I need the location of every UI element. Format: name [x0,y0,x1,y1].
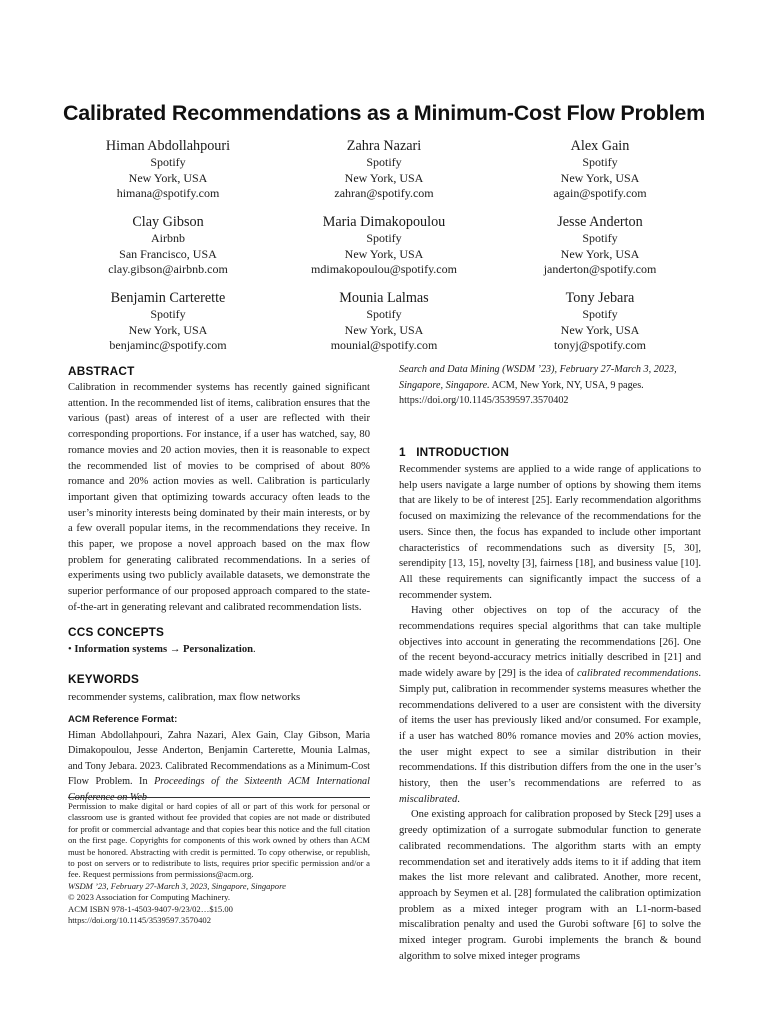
intro-paragraph-2 [399,603,701,807]
permission-notice [68,801,370,926]
author-email: himana@spotify.com [116,186,220,200]
abstract-heading: ABSTRACT [68,364,135,378]
intro-paragraph-3: One existing approach for calibration proposed by Steck [29] uses a greedy optimization of a surrogate submodular function to generate calibrated recommendations. The algorithm starts with an empty recommendation set and iteratively adds items to it if adding that item makes the list more relevant and calibrated. Another, more recent, approach by Seymen et al. [28] formulated the calibration optimization problem as a mixed integer program with an L1-norm-based miscalibration penalty and used the Gurobi software [6] to solve the mixed integer program. Gurobi implements the branch & bound algorithm to solve mixed integer programs [399,809,701,962]
acm-reference-tail: ACM, New York, NY, USA, 9 pages. https://doi.org/10.1145/3539597.3570402 [399,379,644,406]
author-affiliation: Spotify [366,231,402,245]
author-affiliation: Spotify [150,307,186,321]
author-location: New York, USA [128,322,208,337]
acm-reference [68,712,370,805]
author [60,214,276,290]
author [276,214,492,290]
author-name: Maria Dimakopoulou [322,214,446,230]
author-location: New York, USA [560,322,640,337]
author-row [60,138,708,214]
author-name: Himan Abdollahpouri [105,138,231,154]
paper-title: Calibrated Recommendations as a Minimum-Cost Flow Problem [62,101,706,125]
author [276,290,492,366]
author [60,138,276,214]
author-location: New York, USA [344,322,424,337]
author-location: New York, USA [560,246,640,261]
intro-p2-text: Having other objectives on top of the accuracy of the recommendations requires special algorithms that can take multiple objectives into account in generating the recommendations [26]. One of the recent beyond-accuracy metrics initially described in [21] and made widely aware by [29] is the idea of [399,605,701,680]
ccs-heading: CCS CONCEPTS [68,625,165,639]
author-affiliation: Spotify [366,155,402,169]
author-name: Mounia Lalmas [339,290,429,306]
intro-paragraph-1: Recommender systems are applied to a wide range of applications to help users navigate a large number of options by showing them items that are likely to be of interest [25]. Early recommendation algorithms focused on maximizing the relevance of the recommendations for the users. Since then, the focus has expanded to include other important characteristics of recommendations such as diversity [5, 30], serendipity [13, 15], novelty [3], fairness [18], and business value [10]. All these requirements can significantly impact the success of a recommender system. [399,464,701,601]
intro-p2-text: . [457,793,460,805]
author-affiliation: Spotify [582,231,618,245]
author-row [60,214,708,290]
ccs-line [68,642,370,658]
author-row [60,290,708,366]
author-location: New York, USA [344,246,424,261]
permission-isbn: ACM ISBN 978-1-4503-9407-9/23/02…$15.00 [68,903,233,914]
author-block [60,138,708,366]
author [492,138,708,214]
abstract-text: Calibration in recommender systems has recently gained significant attention. In the recommended list of items, calibration ensures that the various (past) areas of interest of a user are reflected with their corresponding proportions. For instance, if a user has watched, say, 80 romance movies and 20 action movies, then it is reasonable to expect the recommended list of movies to be comprised of about 80% romance and 20% action movies as well. Calibration is particularly important given that optimizing towards accuracy often leads to the user’s minority interests being dominated by their main interests, or by a few overall popular items, in the recommendations they receive. In this paper, we propose a novel approach based on the max flow problem for generating calibrated recommendations. In a series of experiments using two publicly available datasets, we demonstrate the superior performance of our proposed approach compared to the state-of-the-art in generating relevant and calibrated recommendation lists. [68,382,370,613]
author-location: New York, USA [560,170,640,185]
author-affiliation: Spotify [366,307,402,321]
ccs-item: Information systems [74,644,168,655]
author-name: Alex Gain [570,138,630,154]
ccs-end: . [253,644,256,655]
introduction-body [399,462,701,965]
author-email: again@spotify.com [553,186,647,200]
author-location: New York, USA [128,170,208,185]
author-affiliation: Spotify [582,155,618,169]
author-name: Zahra Nazari [346,138,422,154]
permission-conference: WSDM ’23, February 27-March 3, 2023, Singapore, Singapore [68,880,286,891]
section-number: 1 [399,445,406,459]
author-name: Clay Gibson [132,214,204,230]
author-email: mdimakopoulou@spotify.com [311,262,457,276]
acm-reference-continued [399,362,701,409]
acm-reference-venue-continued: Search and Data Mining (WSDM ’23), February 27-March 3, 2023, Singapore, Singapore. [399,364,677,391]
arrow-icon: → [169,644,181,655]
author-location: San Francisco, USA [119,246,217,261]
acm-reference-label: ACM Reference Format: [68,714,178,725]
section-heading-introduction [399,445,509,459]
ccs-bullet: • [68,644,72,655]
author [60,290,276,366]
author-name: Tony Jebara [565,290,635,306]
ccs-subitem: Personalization [182,644,254,655]
author-email: clay.gibson@airbnb.com [108,262,228,276]
intro-p2-text: . Simply put, calibration in recommender systems measures whether the recommendations delivered to a user are consistent with the diversity of items the user has previously liked and/or consumed. For example, if a user has watched 80% romance movies and 20% action movies, the user might expect to see a similar distribution in their recommendations. If this distribution differs from the one in the user’s history, then the user’s recommendations are referred to as [399,668,701,790]
intro-p2-emph: miscalibrated [399,793,458,805]
author-email: benjaminc@spotify.com [109,338,227,352]
acm-reference-venue: Proceedings of the Sixteenth ACM International Conference on Web [68,776,370,803]
keywords-heading: KEYWORDS [68,672,140,686]
permission-text: Permission to make digital or hard copies of all or part of this work for personal or classroom use is granted without fee provided that copies are not made or distributed for profit or commercial advantage and that copies bear this notice and the full citation on the first page. Copyrights for components of this work owned by others than ACM must be honored. Abstracting with credit is permitted. To copy otherwise, or republish, to post on servers or to redistribute to lists, requires prior specific permission and/or a fee. Request permissions from permissions@acm.org. [68,801,370,880]
intro-p2-emph: calibrated recommendations [576,668,699,680]
keywords-text: recommender systems, calibration, max flow networks [68,692,301,703]
author-email: janderton@spotify.com [543,262,657,276]
author [276,138,492,214]
author-affiliation: Airbnb [151,231,185,245]
section-title: INTRODUCTION [416,445,510,459]
author-email: mounial@spotify.com [330,338,438,352]
author-name: Benjamin Carterette [110,290,226,306]
author-email: zahran@spotify.com [334,186,434,200]
author-email: tonyj@spotify.com [554,338,646,352]
author-location: New York, USA [344,170,424,185]
author [492,290,708,366]
permission-copyright: © 2023 Association for Computing Machinery. [68,892,231,903]
author-affiliation: Spotify [582,307,618,321]
author-affiliation: Spotify [150,155,186,169]
footnote-divider [68,797,370,798]
acm-reference-authors: Himan Abdollahpouri, Zahra Nazari, Alex Gain, Clay Gibson, Maria Dimakopoulou, Jesse Anderton, Benjamin Carterette, Mounia Lalmas, and Tony Jebara. 2023. Calibrated Recommendations as a Minimum-Cost Flow Problem. In [68,729,370,787]
permission-doi: https://doi.org/10.1145/3539597.3570402 [68,915,211,926]
author-name: Jesse Anderton [557,214,643,230]
author [492,214,708,290]
